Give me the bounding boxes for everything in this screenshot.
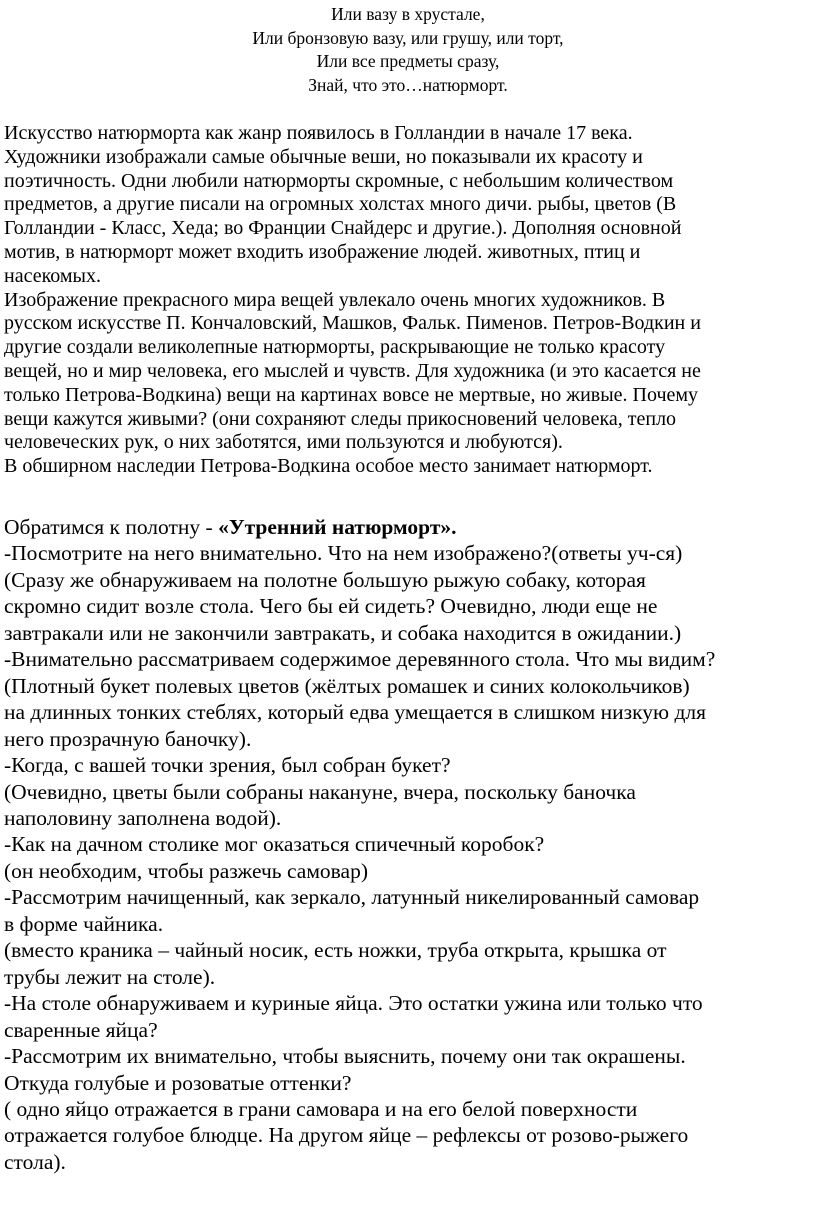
text-line: него прозрачную баночку). xyxy=(4,726,252,751)
text-line: насекомых. xyxy=(4,264,101,287)
text-line: наполовину заполнена водой). xyxy=(4,805,282,830)
heading-prefix: Обратимся к полотну - xyxy=(4,515,219,539)
text-line: -Когда, с вашей точки зрения, был собран букет? xyxy=(4,753,451,778)
poem-line: Или бронзовую вазу, или грушу, или торт, xyxy=(252,27,564,48)
text-line: вещей, но и мир человека, его мыслей и чувств. Для художника (и это касается не xyxy=(4,359,701,382)
text-line: Откуда голубые и розоватые оттенки? xyxy=(4,1070,352,1095)
epigraph-poem xyxy=(0,3,816,97)
text-line: -Посмотрите на него внимательно. Что на нем изображено?(ответы уч-ся) xyxy=(4,541,683,566)
text-line: Голландии - Класс, Хеда; во Франции Снайдерс и другие.). Дополняя основной xyxy=(4,217,682,240)
text-line: -Рассмотрим их внимательно, чтобы выяснить, почему они так окрашены. xyxy=(4,1044,686,1069)
text-line: ( одно яйцо отражается в грани самовара и на его белой поверхности xyxy=(4,1096,638,1121)
text-line: человеческих рук, о них заботятся, ими пользуются и любуются). xyxy=(4,431,563,454)
text-line: (Сразу же обнаруживаем на полотне большую рыжую собаку, которая xyxy=(4,567,646,592)
text-line: на длинных тонких стеблях, который едва умещается в слишком низкую для xyxy=(4,700,707,725)
text-line: предметов, а другие писали на огромных холстах много дичи. рыбы, цветов (В xyxy=(4,193,677,216)
text-line: только Петрова-Водкина) вещи на картинах вовсе не мертвые, но живые. Почему xyxy=(4,383,699,406)
text-line: вещи кажутся живыми? (они сохраняют следы прикосновений человека, тепло xyxy=(4,407,677,430)
text-line: В обширном наследии Петрова-Водкина особое место занимает натюрморт. xyxy=(4,455,653,478)
lesson-text xyxy=(4,514,812,1175)
text-line: -На столе обнаруживаем и куриные яйца. Это остатки ужина или только что xyxy=(4,991,703,1016)
text-line: Изображение прекрасного мира вещей увлекало очень многих художников. В xyxy=(4,288,666,311)
text-line: завтракали или не закончили завтракать, и собака находится в ожидании.) xyxy=(4,620,682,645)
text-line: (Очевидно, цветы были собраны накануне, вчера, поскольку баночка xyxy=(4,779,636,804)
text-line: мотив, в натюрморт может входить изображение людей. животных, птиц и xyxy=(4,240,641,263)
text-line: другие создали великолепные натюрморты, раскрывающие не только красоту xyxy=(4,336,666,359)
text-line: -Как на дачном столике мог оказаться спичечный коробок? xyxy=(4,832,545,857)
heading-line xyxy=(4,514,812,540)
text-line: (он необходим, чтобы разжечь самовар) xyxy=(4,858,368,883)
text-line: поэтичность. Одни любили натюрморты скромные, с небольшим количеством xyxy=(4,169,674,192)
text-line: стола). xyxy=(4,1149,66,1174)
text-line: скромно сидит возле стола. Чего бы ей сидеть? Очевидно, люди еще не xyxy=(4,594,658,619)
text-line: отражается голубое блюдце. На другом яйце – рефлексы от розово-рыжего xyxy=(4,1123,689,1148)
text-line: сваренные яйца? xyxy=(4,1017,158,1042)
text-line: (Плотный букет полевых цветов (жёлтых ромашек и синих колокольчиков) xyxy=(4,673,690,698)
text-line: русском искусстве П. Кончаловский, Машков, Фальк. Пименов. Петров-Водкин и xyxy=(4,312,701,335)
text-line: -Внимательно рассматриваем содержимое деревянного стола. Что мы видим? xyxy=(4,647,716,672)
painting-title: «Утренний натюрморт». xyxy=(218,515,457,539)
poem-line: Или все предметы сразу, xyxy=(316,51,500,71)
intro-text xyxy=(4,122,812,479)
text-line: (вместо краника – чайный носик, есть ножки, труба открыта, крышка от xyxy=(4,938,667,963)
poem-line: Или вазу в хрустале, xyxy=(331,4,485,24)
text-line: в форме чайника. xyxy=(4,911,164,936)
text-line: Искусство натюрморта как жанр появилось в Голландии в начале 17 века. xyxy=(4,122,633,144)
text-line: -Рассмотрим начищенный, как зеркало, латунный никелированный самовар xyxy=(4,885,700,910)
poem-line: Знай, что это…натюрморт. xyxy=(308,74,508,95)
text-line: трубы лежит на столе). xyxy=(4,964,216,989)
text-line: Художники изображали самые обычные веши, но показывали их красоту и xyxy=(4,145,643,168)
